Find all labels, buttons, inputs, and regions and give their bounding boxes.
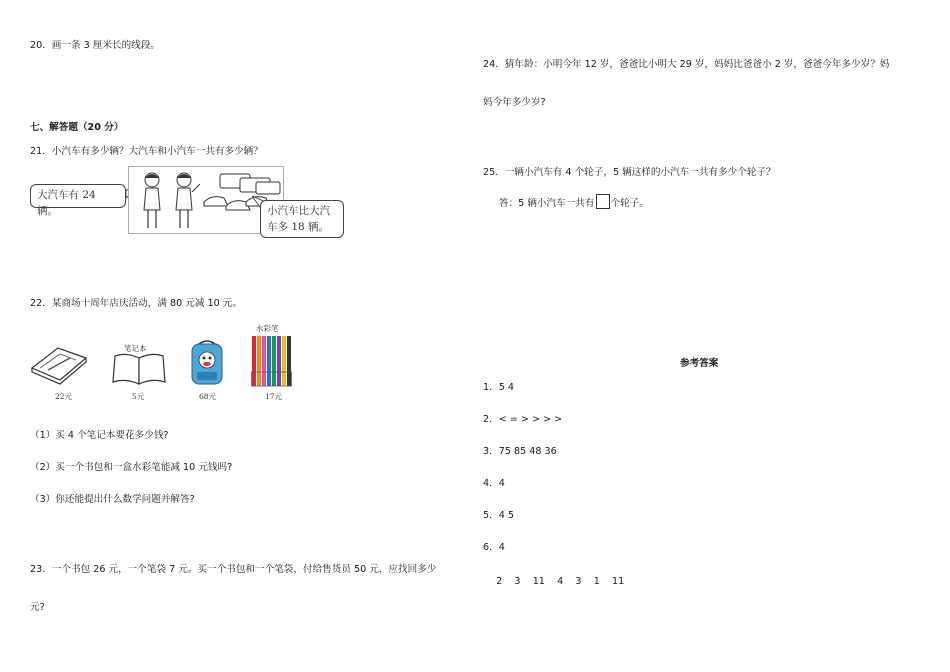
- speech-bubble-small-cars: [260, 200, 344, 238]
- speech-bubble-line-1: 小汽车比大汽: [267, 205, 330, 217]
- answers-title: 参考答案: [680, 358, 719, 369]
- notebook-icon: [112, 352, 166, 386]
- markers-label: 水彩笔: [256, 324, 279, 333]
- answer-suffix: 个轮子。: [610, 198, 649, 209]
- pencil-case-icon: [30, 340, 88, 386]
- answer-1: 1．5 4: [483, 382, 514, 393]
- question-22: 22．某商场十周年店庆活动，满 80 元减 10 元。: [30, 298, 242, 309]
- answer-prefix: 答：5 辆小汽车一共有: [499, 198, 595, 209]
- question-24-line-1: 24．猜年龄：小明今年 12 岁，爸爸比小明大 29 岁，妈妈比爸爸小 2 岁，爸爸今年多少岁？妈: [483, 59, 890, 70]
- question-24-line-2: 妈今年多少岁?: [483, 97, 546, 108]
- question-25-answer: [499, 194, 649, 209]
- answer-blank-box[interactable]: [596, 194, 610, 209]
- markers-icon: [251, 334, 293, 388]
- pencil-case-price: 22元: [55, 392, 73, 401]
- answer-5: 5．4 5: [483, 510, 514, 521]
- section-7-title: 七、解答题（20 分）: [30, 122, 124, 133]
- question-23-line-1: 23．一个书包 26 元，一个笔袋 7 元。买一个书包和一个笔袋，付给售货员 50 元，应找回多少: [30, 564, 437, 575]
- notebook-price: 5元: [132, 392, 145, 401]
- question-25: 25．一辆小汽车有 4 个轮子，5 辆这样的小汽车一共有多少个轮子？: [483, 167, 776, 178]
- speech-bubble-big-cars: 大汽车有 24 辆。: [30, 184, 126, 208]
- backpack-price: 68元: [199, 392, 217, 401]
- question-23-line-2: 元?: [30, 602, 45, 613]
- answer-3: 3．75 85 48 36: [483, 446, 557, 457]
- speech-bubble-line-2: 车多 18 辆。: [267, 221, 330, 233]
- question-22-sub-3: （3）你还能提出什么数学问题并解答?: [30, 494, 195, 505]
- question-20: 20．画一条 3 厘米长的线段。: [30, 40, 160, 51]
- notebook-label: 笔记本: [124, 344, 147, 353]
- answer-6: 6．4: [483, 542, 505, 553]
- markers-price: 17元: [265, 392, 283, 401]
- answer-7: 2 3 11 4 3 1 11: [490, 576, 625, 587]
- answer-4: 4．4: [483, 478, 505, 489]
- question-21: 21．小汽车有多少辆？大汽车和小汽车一共有多少辆？: [30, 146, 263, 157]
- backpack-icon: [189, 338, 225, 386]
- question-22-sub-1: （1）买 4 个笔记本要花多少钱?: [30, 430, 169, 441]
- question-22-sub-2: （2）买一个书包和一盒水彩笔能减 10 元钱吗?: [30, 462, 233, 473]
- answer-2: 2．< = > > > >: [483, 414, 563, 425]
